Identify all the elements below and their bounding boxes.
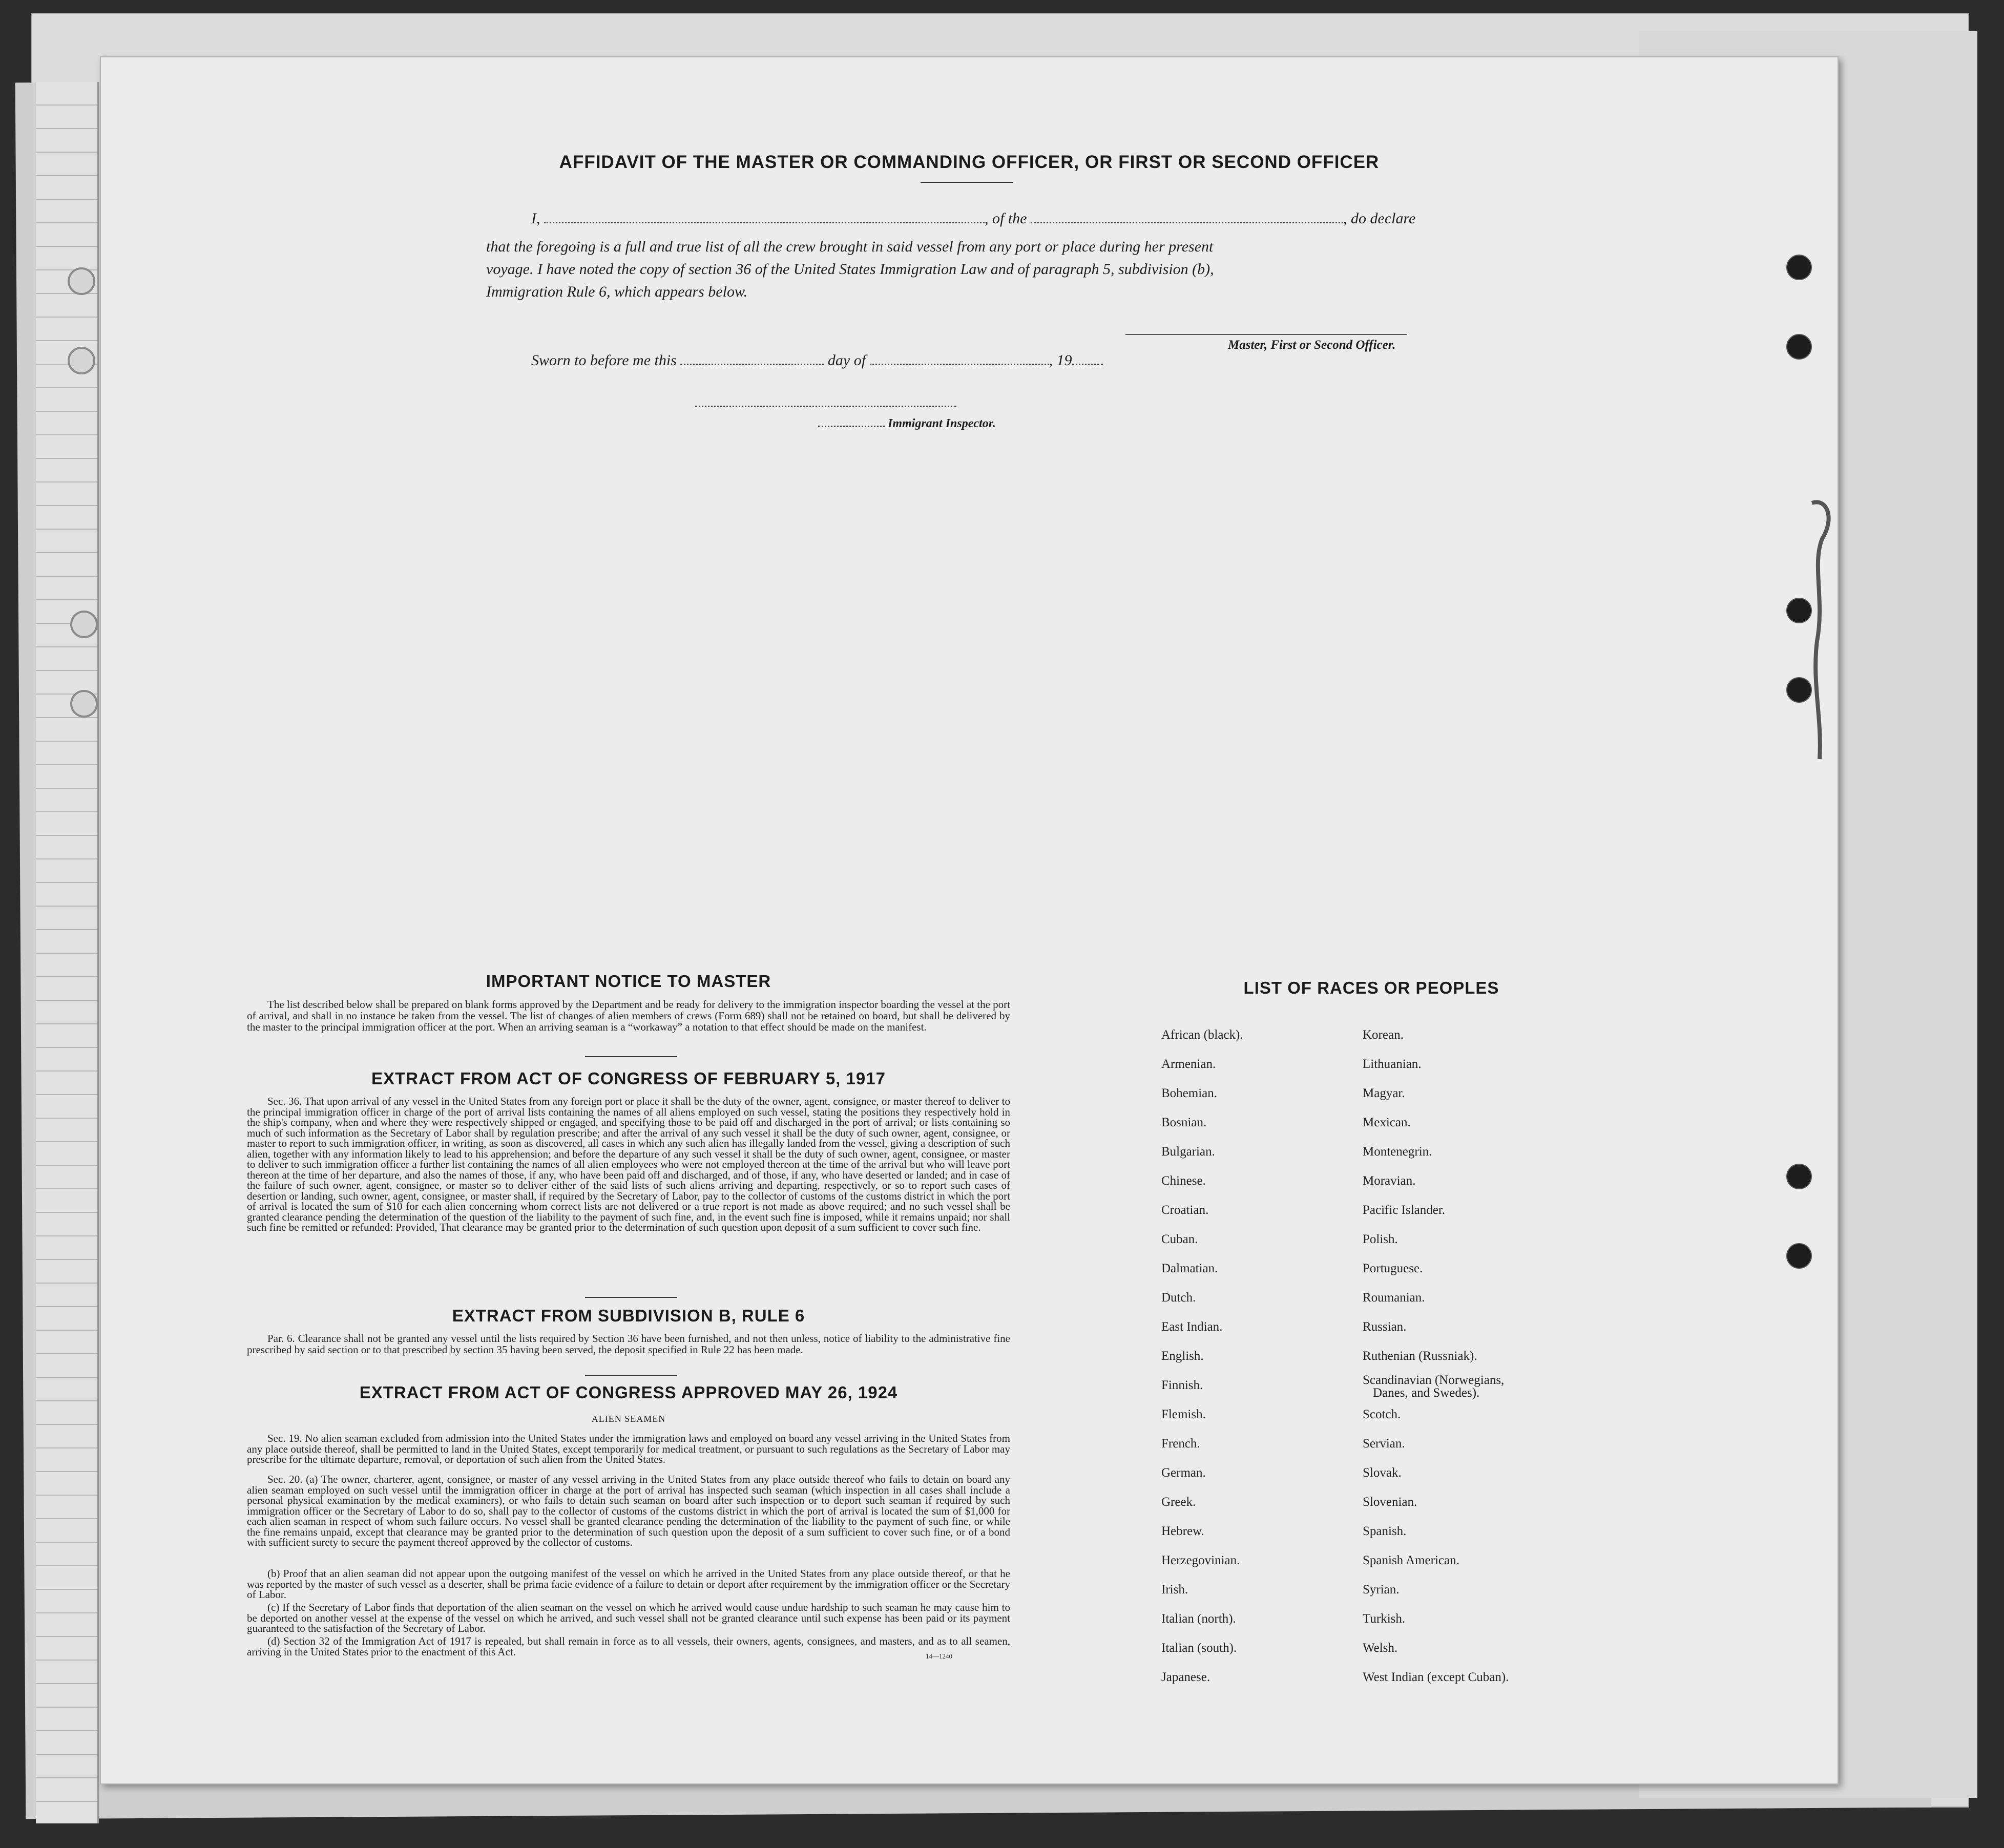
binder-hole bbox=[1786, 334, 1812, 360]
binder-hole bbox=[70, 690, 98, 718]
race-item: Greek. bbox=[1161, 1495, 1196, 1509]
race-item: Bohemian. bbox=[1161, 1086, 1218, 1100]
notice-text: The list described below shall be prepared on blank forms approved by the Department and be ready for delivery to the immigration inspector boarding the vessel at the port of arrival, and shall in no instance be taken from the vessel. The list of changes of alien members of crews (Form 689) shall not be retained on board, but shall be delivered by the master to the principal immigration officer at the port. When an arriving seaman is a “workaway” a notation to that effect should be made on the manifest. bbox=[247, 998, 1010, 1033]
sworn-year-field[interactable] bbox=[1072, 364, 1103, 365]
race-item: Korean. bbox=[1363, 1028, 1404, 1042]
race-item: Ruthenian (Russniak). bbox=[1363, 1349, 1477, 1363]
race-item: Scotch. bbox=[1363, 1408, 1401, 1421]
race-item-line: Danes, and Swedes). bbox=[1373, 1386, 1480, 1400]
day-of-label: day of bbox=[827, 352, 866, 369]
act-1924-sec20c: (c) If the Secretary of Labor finds that deportation of the alien seaman on the vessel on which he arrived would cause undue hardship to such seaman he may cause him to be deported on another vessel at the expense of the vessel on which he arrived, and such vessel shall not be granted clearance until such expense has been paid or its payment guaranteed to the satisfaction of the Secretary of Labor. bbox=[247, 1601, 1010, 1634]
binder-hole bbox=[1786, 1164, 1812, 1189]
race-item-line: Scandinavian (Norwegians, bbox=[1363, 1373, 1505, 1387]
races-left-column bbox=[1161, 1020, 1243, 1692]
race-item: Mexican. bbox=[1363, 1116, 1411, 1129]
race-item: Spanish American. bbox=[1363, 1553, 1459, 1567]
year-label: , 19 bbox=[1049, 352, 1072, 369]
statement-line: that the foregoing is a full and true list of all the crew brought in said vessel from any port or place during her present bbox=[486, 238, 1214, 255]
races-right-column bbox=[1363, 1020, 1509, 1692]
ruled-ledger-edge bbox=[36, 82, 99, 1823]
race-item: Moravian. bbox=[1363, 1174, 1416, 1188]
sworn-month-field[interactable] bbox=[870, 364, 1049, 365]
race-item: Cuban. bbox=[1161, 1232, 1198, 1246]
divider bbox=[921, 182, 1013, 183]
race-item: Russian. bbox=[1363, 1320, 1407, 1334]
signature-label: Master, First or Second Officer. bbox=[1228, 338, 1396, 352]
statement-line: Immigration Rule 6, which appears below. bbox=[486, 283, 748, 300]
inspector-line bbox=[818, 417, 996, 431]
race-item: East Indian. bbox=[1161, 1320, 1223, 1334]
of-the-label: , of the bbox=[985, 210, 1027, 227]
race-item: Chinese. bbox=[1161, 1174, 1206, 1188]
statement-text bbox=[486, 236, 1562, 303]
race-item: Spanish. bbox=[1363, 1524, 1407, 1538]
act-1924-sec20b: (b) Proof that an alien seaman did not appear upon the outgoing manifest of the vessel on which he arrived in the United States from any place outside thereof, or that he was reported by the master of such vessel as a deserter, shall be prima facie evidence of a failure to detain or deport after requirement by the immigration officer or the Secretary of Labor. bbox=[247, 1567, 1010, 1601]
race-item: Slovenian. bbox=[1363, 1495, 1417, 1509]
pencil-mark bbox=[1807, 498, 1838, 764]
binder-hole bbox=[1786, 255, 1812, 280]
inspector-label: Immigrant Inspector. bbox=[888, 417, 996, 430]
rule-6-text: Par. 6. Clearance shall not be granted any vessel until the lists required by Section 36 have been furnished, and not then unless, notice of liability to the administrative fine prescribed by said section or to that prescribed by section 35 having been served, the deposit specified in Rule 22 has been made. bbox=[247, 1332, 1010, 1356]
race-item: Hebrew. bbox=[1161, 1524, 1204, 1538]
race-item: Italian (south). bbox=[1161, 1641, 1237, 1655]
binder-hole bbox=[68, 347, 95, 374]
binder-hole bbox=[68, 267, 95, 295]
race-item: Roumanian. bbox=[1363, 1291, 1425, 1305]
act-1917-title: EXTRACT FROM ACT OF CONGRESS OF FEBRUARY 5, 1917 bbox=[371, 1069, 886, 1088]
race-item: Herzegovinian. bbox=[1161, 1553, 1240, 1567]
race-item: Bosnian. bbox=[1161, 1116, 1207, 1129]
alien-seamen-subtitle: ALIEN SEAMEN bbox=[591, 1414, 666, 1424]
race-item: Syrian. bbox=[1363, 1583, 1400, 1597]
affidavit-page bbox=[100, 56, 1839, 1784]
signature-line[interactable] bbox=[1125, 334, 1407, 335]
race-item: Turkish. bbox=[1363, 1612, 1406, 1626]
binder-hole bbox=[1786, 1243, 1812, 1269]
sworn-day-field[interactable] bbox=[680, 364, 824, 365]
race-item: Croatian. bbox=[1161, 1203, 1209, 1217]
race-item: Finnish. bbox=[1161, 1378, 1203, 1392]
statement-line: voyage. I have noted the copy of section 36 of the United States Immigration Law and of paragraph 5, subdivision (b), bbox=[486, 261, 1214, 278]
race-item: Servian. bbox=[1363, 1437, 1405, 1451]
race-item-scandinavian bbox=[1363, 1371, 1509, 1400]
sworn-line bbox=[531, 352, 1300, 369]
act-1924-sec20a: Sec. 20. (a) The owner, charterer, agent, consignee, or master of any vessel arriving in the United States from any place outside thereof who fails to detain on board any alien seaman employed on such vessel until the immigration officer in charge at the port of arrival has inspected such seaman (which inspection in all cases shall include a personal physical examination by the medical examiners), or who fails to detain such seaman on board after such inspection or to deport such seaman if required by such immigration officer or the Secretary of Labor to do so, shall pay to the collector of customs of the customs district in which the port of arrival is located the sum of $1,000 for each alien seaman in respect of whom such failure occurs. No vessel shall be granted clearance pending the determination of the liability to the payment of such fine, or while the fine remains unpaid, except that clearance may be granted prior to the determination of such question upon the deposit of a sum sufficient to cover such fine, or of a bond with sufficient surety to secure the payment thereof approved by the collector of customs. bbox=[247, 1473, 1010, 1548]
divider bbox=[585, 1056, 677, 1057]
race-item: Dutch. bbox=[1161, 1291, 1196, 1305]
race-item: Polish. bbox=[1363, 1232, 1398, 1246]
race-item: Portuguese. bbox=[1363, 1262, 1423, 1275]
race-item: Pacific Islander. bbox=[1363, 1203, 1446, 1217]
race-item: Armenian. bbox=[1161, 1057, 1216, 1071]
vessel-name-field[interactable] bbox=[1031, 222, 1343, 223]
race-item: German. bbox=[1161, 1466, 1206, 1480]
race-item: Dalmatian. bbox=[1161, 1262, 1218, 1275]
act-1924-sec20d: (d) Section 32 of the Immigration Act of 1917 is repealed, but shall remain in force as to all vessels, their owners, agents, consignees, and masters, and as to all seamen, arriving in the United States prior to the enactment of this Act. bbox=[247, 1635, 1010, 1658]
divider bbox=[585, 1297, 677, 1298]
sworn-label: Sworn to before me this bbox=[531, 352, 677, 369]
race-item: Slovak. bbox=[1363, 1466, 1402, 1480]
race-item: Magyar. bbox=[1363, 1086, 1405, 1100]
declarant-line bbox=[531, 210, 1551, 227]
race-item: African (black). bbox=[1161, 1028, 1243, 1042]
race-item: West Indian (except Cuban). bbox=[1363, 1670, 1509, 1684]
race-item: Lithuanian. bbox=[1363, 1057, 1422, 1071]
race-item: Bulgarian. bbox=[1161, 1145, 1215, 1159]
declarant-name-field[interactable] bbox=[544, 222, 985, 223]
notice-title: IMPORTANT NOTICE TO MASTER bbox=[486, 972, 771, 991]
form-number: 14—1240 bbox=[926, 1652, 952, 1660]
act-1924-title: EXTRACT FROM ACT OF CONGRESS APPROVED MAY 26, 1924 bbox=[359, 1383, 898, 1402]
race-item: Japanese. bbox=[1161, 1670, 1210, 1684]
affidavit-title: AFFIDAVIT OF THE MASTER OR COMMANDING OFFICER, OR FIRST OR SECOND OFFICER bbox=[559, 152, 1380, 172]
rule-6-title: EXTRACT FROM SUBDIVISION B, RULE 6 bbox=[452, 1306, 805, 1325]
act-1924-sec19: Sec. 19. No alien seaman excluded from admission into the United States under the immigration laws and employed on board any vessel arriving in the United States from any place outside thereof, shall be permitted to land in the United States, except temporarily for medical treatment, or pursuant to such regulations as the Secretary of Labor may prescribe for the ultimate departure, removal, or deportation of such alien from the United States. bbox=[247, 1432, 1010, 1465]
race-item: Welsh. bbox=[1363, 1641, 1398, 1655]
race-item: French. bbox=[1161, 1437, 1200, 1451]
act-1917-text: Sec. 36. That upon arrival of any vessel in the United States from any foreign port or place it shall be the duty of the owner, agent, consignee, or master thereof to deliver to the principal immigration officer in charge of the port of arrival lists containing the names of all aliens employed on such vessel, stating the positions they respectively hold in the ship's company, when and where they were respectively shipped or engaged, and specifying those to be paid off and discharged in the port of arrival; or lists containing so much of such information as the Secretary of Labor shall by regulation prescribe; and after the arrival of any such vessel it shall be the duty of such owner, agent, consignee, or master to report to such immigration officer, in writing, as soon as discovered, all cases in which any such alien has illegally landed from the vessel, giving a description of such alien, together with any information likely to lead to his apprehension; and before the departure of any such vessel it shall be the duty of such owner, agent, consignee, or master to deliver to such immigration officer a further list containing the names of all alien employees who were not employed thereon at the time of the arrival but who will leave port thereon at the time of her departure, and also the names of those, if any, who have been paid off and discharged, and of those, if any, who have deserted or landed; and in case of the failure of such owner, agent, consignee, or master so to deliver either of the said lists of such aliens arriving and departing, respectively, or so to report such cases of desertion or landing, such owner, agent, consignee, or master shall, if required by the Secretary of Labor, pay to the collector of customs of the customs district in which the port of arrival is located the sum of $10 for each alien concerning whom correct lists are not delivered or a true report is not made as above required; and no such vessel shall be granted clearance pending the determination of the question of the liability to the payment of such fine, and, in the event such fine is imposed, while it remains unpaid; nor shall such fine be remitted or refunded: Provided, That clearance may be granted prior to the determination of such question upon deposit of a sum sufficient to cover such fine. bbox=[247, 1095, 1010, 1233]
race-item: Flemish. bbox=[1161, 1408, 1206, 1421]
race-item: English. bbox=[1161, 1349, 1204, 1363]
declare-label: , do declare bbox=[1343, 210, 1416, 227]
race-item: Irish. bbox=[1161, 1583, 1188, 1597]
divider bbox=[585, 1375, 677, 1376]
inspector-signature-line[interactable] bbox=[695, 406, 956, 407]
race-item: Italian (north). bbox=[1161, 1612, 1236, 1626]
race-item: Montenegrin. bbox=[1363, 1145, 1432, 1159]
inspector-dots bbox=[818, 426, 885, 427]
races-title: LIST OF RACES OR PEOPLES bbox=[1243, 978, 1499, 997]
i-label: I, bbox=[531, 210, 540, 227]
binder-hole bbox=[70, 611, 98, 638]
